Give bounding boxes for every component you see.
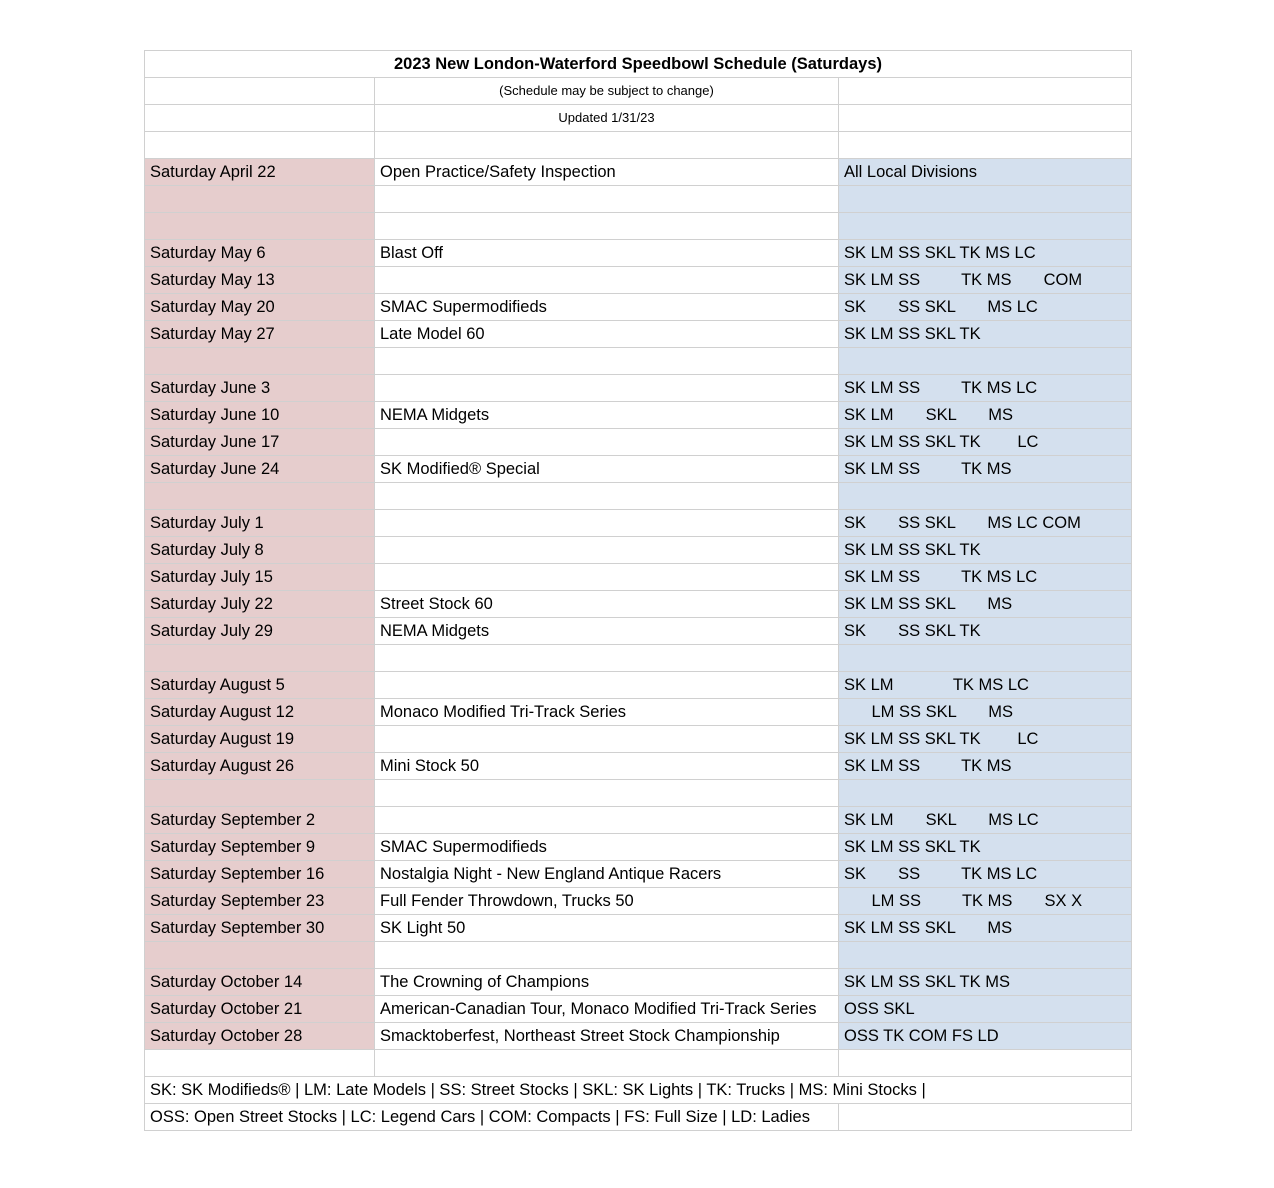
empty-cell[interactable] — [839, 105, 1132, 131]
schedule-row — [145, 726, 1132, 753]
schedule-row — [145, 672, 1132, 699]
schedule-row — [145, 618, 1132, 645]
date-cell[interactable]: Saturday August 19 — [145, 726, 375, 752]
date-cell[interactable]: Saturday June 17 — [145, 429, 375, 455]
schedule-note[interactable]: (Schedule may be subject to change) — [375, 78, 839, 104]
empty-cell[interactable] — [145, 78, 375, 104]
schedule-row — [145, 564, 1132, 591]
schedule-row — [145, 1023, 1132, 1050]
legend-row-2 — [145, 1104, 1132, 1131]
event-cell[interactable]: Open Practice/Safety Inspection — [375, 159, 839, 185]
empty-cell[interactable] — [375, 1050, 839, 1076]
date-cell[interactable]: Saturday April 22 — [145, 159, 375, 185]
event-cell[interactable] — [375, 807, 839, 833]
spacer-row — [145, 1050, 1132, 1077]
schedule-row — [145, 996, 1132, 1023]
divisions-cell[interactable]: SK LM SKL MS — [839, 402, 1132, 428]
divisions-cell[interactable]: SK LM SS SKL TK — [839, 834, 1132, 860]
event-cell[interactable]: Street Stock 60 — [375, 591, 839, 617]
event-cell[interactable] — [375, 942, 839, 968]
empty-cell[interactable] — [145, 132, 375, 158]
date-cell[interactable]: Saturday June 3 — [145, 375, 375, 401]
event-cell[interactable] — [375, 537, 839, 563]
schedule-row — [145, 294, 1132, 321]
divisions-cell[interactable]: OSS SKL — [839, 996, 1132, 1022]
schedule-row — [145, 159, 1132, 186]
divisions-cell[interactable]: SK LM SS SKL TK — [839, 321, 1132, 347]
schedule-row — [145, 888, 1132, 915]
sheet-title[interactable]: 2023 New London-Waterford Speedbowl Schedule (Saturdays) — [145, 51, 1132, 77]
schedule-row — [145, 402, 1132, 429]
date-cell[interactable]: Saturday July 1 — [145, 510, 375, 536]
divisions-cell[interactable]: SK LM SS SKL TK LC — [839, 429, 1132, 455]
divisions-cell[interactable]: SK LM SS TK MS — [839, 753, 1132, 779]
event-cell[interactable] — [375, 780, 839, 806]
title-row — [145, 51, 1132, 78]
event-cell[interactable]: SMAC Supermodifieds — [375, 834, 839, 860]
divisions-cell[interactable]: SK LM TK MS LC — [839, 672, 1132, 698]
date-cell[interactable]: Saturday September 2 — [145, 807, 375, 833]
date-cell[interactable]: Saturday October 14 — [145, 969, 375, 995]
date-cell[interactable]: Saturday June 10 — [145, 402, 375, 428]
divisions-cell[interactable]: SK LM SS SKL TK MS — [839, 969, 1132, 995]
date-cell[interactable]: Saturday October 28 — [145, 1023, 375, 1049]
event-cell[interactable]: Full Fender Throwdown, Trucks 50 — [375, 888, 839, 914]
divisions-cell[interactable]: LM SS TK MS SX X — [839, 888, 1132, 914]
event-cell[interactable]: SMAC Supermodifieds — [375, 294, 839, 320]
date-cell[interactable]: Saturday October 21 — [145, 996, 375, 1022]
event-cell[interactable]: NEMA Midgets — [375, 402, 839, 428]
subtitle-row — [145, 78, 1132, 105]
divisions-cell[interactable]: SK LM SS SKL TK MS LC — [839, 240, 1132, 266]
event-cell[interactable] — [375, 726, 839, 752]
event-cell[interactable]: Nostalgia Night - New England Antique Racers — [375, 861, 839, 887]
divisions-cell[interactable]: SK LM SS SKL MS — [839, 915, 1132, 941]
schedule-row — [145, 591, 1132, 618]
divisions-cell[interactable]: SK LM SS SKL TK — [839, 537, 1132, 563]
event-cell[interactable] — [375, 375, 839, 401]
schedule-row — [145, 861, 1132, 888]
schedule-row — [145, 267, 1132, 294]
schedule-row — [145, 834, 1132, 861]
divisions-cell[interactable] — [839, 483, 1132, 509]
date-cell[interactable]: Saturday June 24 — [145, 456, 375, 482]
event-cell[interactable] — [375, 348, 839, 374]
divisions-cell[interactable]: All Local Divisions — [839, 159, 1132, 185]
event-cell[interactable]: Blast Off — [375, 240, 839, 266]
legend-row-1 — [145, 1077, 1132, 1104]
divisions-cell[interactable] — [839, 780, 1132, 806]
event-cell[interactable] — [375, 483, 839, 509]
schedule-row — [145, 483, 1132, 510]
date-cell[interactable] — [145, 348, 375, 374]
event-cell[interactable]: The Crowning of Champions — [375, 969, 839, 995]
divisions-cell[interactable]: SK SS TK MS LC — [839, 861, 1132, 887]
empty-cell[interactable] — [375, 132, 839, 158]
updated-date[interactable]: Updated 1/31/23 — [375, 105, 839, 131]
divisions-cell[interactable]: OSS TK COM FS LD — [839, 1023, 1132, 1049]
date-cell[interactable]: Saturday August 12 — [145, 699, 375, 725]
date-cell[interactable]: Saturday July 8 — [145, 537, 375, 563]
date-cell[interactable] — [145, 645, 375, 671]
date-cell[interactable]: Saturday September 23 — [145, 888, 375, 914]
divisions-cell[interactable]: SK LM SS SKL MS — [839, 591, 1132, 617]
divisions-cell[interactable] — [839, 942, 1132, 968]
divisions-cell[interactable]: LM SS SKL MS — [839, 699, 1132, 725]
divisions-cell[interactable] — [839, 348, 1132, 374]
event-cell[interactable] — [375, 510, 839, 536]
schedule-row — [145, 942, 1132, 969]
divisions-cell[interactable]: SK LM SS TK MS — [839, 456, 1132, 482]
schedule-row — [145, 348, 1132, 375]
event-cell[interactable] — [375, 672, 839, 698]
spacer-row — [145, 132, 1132, 159]
schedule-row — [145, 375, 1132, 402]
schedule-row — [145, 780, 1132, 807]
event-cell[interactable]: Smacktoberfest, Northeast Street Stock Championship — [375, 1023, 839, 1049]
empty-cell[interactable] — [145, 105, 375, 131]
event-cell[interactable] — [375, 186, 839, 212]
divisions-cell[interactable] — [839, 213, 1132, 239]
schedule-row — [145, 321, 1132, 348]
event-cell[interactable]: SK Modified® Special — [375, 456, 839, 482]
divisions-cell[interactable]: SK SS SKL MS LC COM — [839, 510, 1132, 536]
date-cell[interactable]: Saturday July 22 — [145, 591, 375, 617]
event-cell[interactable] — [375, 564, 839, 590]
divisions-cell[interactable]: SK SS SKL TK — [839, 618, 1132, 644]
date-cell[interactable] — [145, 483, 375, 509]
event-cell[interactable]: Late Model 60 — [375, 321, 839, 347]
divisions-cell[interactable]: SK LM SS TK MS LC — [839, 375, 1132, 401]
event-cell[interactable] — [375, 267, 839, 293]
event-cell[interactable]: SK Light 50 — [375, 915, 839, 941]
date-cell[interactable]: Saturday May 6 — [145, 240, 375, 266]
schedule-row — [145, 186, 1132, 213]
schedule-row — [145, 456, 1132, 483]
empty-cell[interactable] — [839, 1050, 1132, 1076]
date-cell[interactable]: Saturday August 26 — [145, 753, 375, 779]
empty-cell[interactable] — [145, 1050, 375, 1076]
event-cell[interactable]: Mini Stock 50 — [375, 753, 839, 779]
date-cell[interactable] — [145, 213, 375, 239]
empty-cell[interactable] — [839, 132, 1132, 158]
event-cell[interactable]: Monaco Modified Tri-Track Series — [375, 699, 839, 725]
date-cell[interactable]: Saturday September 9 — [145, 834, 375, 860]
schedule-sheet — [144, 50, 1132, 1131]
schedule-row — [145, 807, 1132, 834]
event-cell[interactable] — [375, 429, 839, 455]
date-cell[interactable]: Saturday May 20 — [145, 294, 375, 320]
schedule-row — [145, 969, 1132, 996]
empty-cell[interactable] — [839, 78, 1132, 104]
date-cell[interactable]: Saturday July 29 — [145, 618, 375, 644]
divisions-cell[interactable] — [839, 186, 1132, 212]
date-cell[interactable]: Saturday May 13 — [145, 267, 375, 293]
schedule-row — [145, 699, 1132, 726]
divisions-cell[interactable] — [839, 645, 1132, 671]
date-cell[interactable] — [145, 780, 375, 806]
event-cell[interactable] — [375, 645, 839, 671]
legend-line-2[interactable]: OSS: Open Street Stocks | LC: Legend Cars | COM: Compacts | FS: Full Size | LD: Ladies — [145, 1104, 839, 1130]
date-cell[interactable]: Saturday September 16 — [145, 861, 375, 887]
schedule-row — [145, 537, 1132, 564]
empty-cell[interactable] — [839, 1104, 1132, 1130]
divisions-cell[interactable]: SK SS SKL MS LC — [839, 294, 1132, 320]
divisions-cell[interactable]: SK LM SS TK MS LC — [839, 564, 1132, 590]
date-cell[interactable] — [145, 186, 375, 212]
event-cell[interactable] — [375, 213, 839, 239]
schedule-row — [145, 753, 1132, 780]
schedule-row — [145, 645, 1132, 672]
schedule-row — [145, 213, 1132, 240]
legend-line-1[interactable]: SK: SK Modifieds® | LM: Late Models | SS: Street Stocks | SKL: SK Lights | TK: Trucks | MS: Mini Stocks | — [145, 1077, 1132, 1103]
schedule-rows — [145, 159, 1132, 1050]
schedule-row — [145, 429, 1132, 456]
date-cell[interactable]: Saturday September 30 — [145, 915, 375, 941]
event-cell[interactable]: American-Canadian Tour, Monaco Modified Tri-Track Series — [375, 996, 839, 1022]
divisions-cell[interactable]: SK LM SKL MS LC — [839, 807, 1132, 833]
date-cell[interactable]: Saturday May 27 — [145, 321, 375, 347]
divisions-cell[interactable]: SK LM SS TK MS COM — [839, 267, 1132, 293]
schedule-row — [145, 510, 1132, 537]
event-cell[interactable]: NEMA Midgets — [375, 618, 839, 644]
date-cell[interactable]: Saturday July 15 — [145, 564, 375, 590]
divisions-cell[interactable]: SK LM SS SKL TK LC — [839, 726, 1132, 752]
date-cell[interactable] — [145, 942, 375, 968]
updated-row — [145, 105, 1132, 132]
schedule-row — [145, 915, 1132, 942]
schedule-row — [145, 240, 1132, 267]
date-cell[interactable]: Saturday August 5 — [145, 672, 375, 698]
